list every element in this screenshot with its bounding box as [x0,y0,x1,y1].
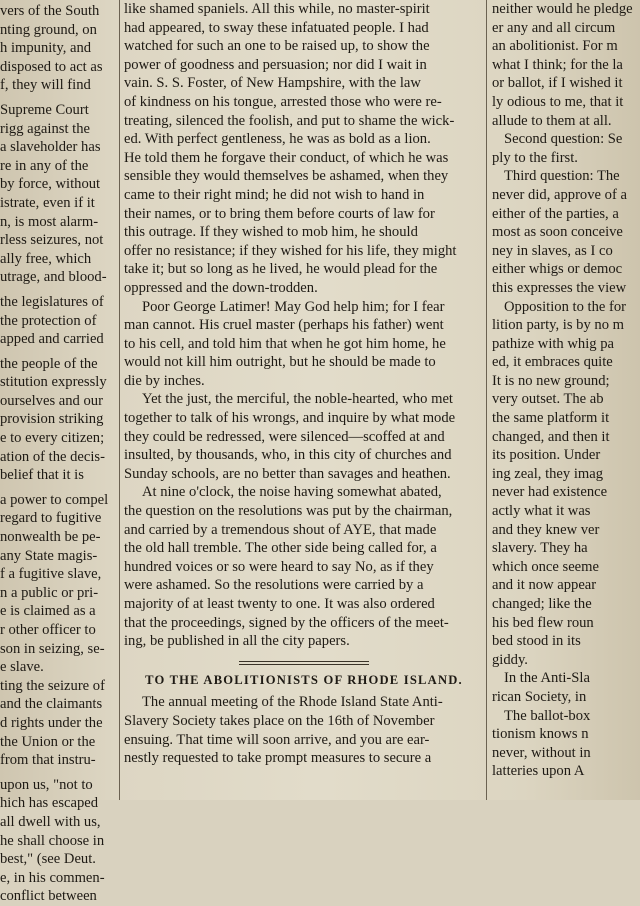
text-line: It is no new ground; [492,372,610,389]
text-line: stitution expressly [0,374,107,391]
middle-column [124,0,484,768]
text-line: changed; like the [492,596,592,612]
text-line: from that instru- [0,752,96,769]
text-line: r other officer to [0,622,96,638]
text-line: they could be redressed, were silenced—scoffed at and [124,428,445,445]
text-line: ally free, which [0,250,92,267]
text-line: their names, or to bring them before courts of law for [124,205,435,222]
text-line: the same platform it [492,410,610,427]
text-line: take it; but so long as he lived, he would plead for the [124,261,438,278]
text-line: ed, it embraces quite [492,354,613,371]
text-line: die by inches. [124,372,205,389]
text-line: the old hall tremble. The other side being called for, a [124,540,437,557]
text-line: neither would he pledge [492,1,633,17]
text-line: latteries upon A [492,763,585,780]
text-line: son in seizing, se- [0,640,105,657]
text-line: never did, approve of a [492,186,627,203]
text-line: that the proceedings, signed by the officers of the meet- [124,614,449,631]
text-line: were ashamed. So the resolutions were carried by a [124,577,424,594]
text-line: offer no resistance; if they wished for his life, they might [124,242,457,259]
text-line: together to talk of his wrongs, and inquire by what mode [124,410,456,427]
text-line: e, in his commen- [0,869,105,886]
text-line: oppressed and the down-trodden. [124,279,318,296]
text-line: any State magis- [0,547,98,564]
text-line: conflict between [0,888,97,905]
text-line: power of goodness and persuasion; nor did I wait in [124,56,427,73]
text-line: bed stood in its [492,633,581,650]
text-line: either of the parties, a [492,205,619,222]
text-line: e is claimed as a [0,603,96,620]
text-line: hich has escaped [0,795,99,812]
text-line: ation of the decis- [0,448,105,465]
text-line: pathize with whig pa [492,335,614,352]
text-line: man cannot. His cruel master (perhaps his father) went [124,317,444,334]
text-line: sensible they would themselves be ashamed, when they [124,168,449,185]
text-line: never had existence [492,484,608,501]
text-line: Slavery Society takes place on the 16th of November [124,712,435,729]
text-line: watched for such an one to be raised up, to show the [124,38,430,55]
text-line: He told them he forgave their conduct, of which he was [124,149,449,166]
text-line: disposed to act as [0,58,103,75]
text-line: had appeared, to sway these infatuated people. I had [124,19,429,36]
text-line: Opposition to the for [504,298,627,315]
text-line: rless seizures, not [0,232,104,249]
text-line: and it now appear [492,577,597,594]
text-line: In the Anti-Sla [504,670,590,687]
text-line: or ballot, if I wished it [492,75,623,92]
text-line: the protection of [0,312,97,329]
text-line: actly what it was [492,503,591,520]
left-column [0,2,116,906]
right-column [492,0,640,781]
text-line: nonwealth be pe- [0,529,101,546]
text-line: changed, and then it [492,428,610,445]
text-line: ourselves and our [0,392,103,409]
text-line: ting the seizure of [0,677,105,694]
text-line: very outset. The ab [492,391,604,408]
text-line: the people of the [0,355,98,372]
text-line: ensuing. That time will soon arrive, and you are ear- [124,731,430,748]
text-line: and the claimants [0,696,103,713]
text-line: most as soon conceive [492,224,623,241]
text-line: The annual meeting of the Rhode Island State Anti- [142,694,443,711]
text-line: ing, be published in all the city papers. [124,633,350,650]
text-line: ing zeal, they imag [492,465,604,482]
text-line: never, without in [492,744,591,761]
text-line: tionism knows n [492,726,589,743]
text-line: At nine o'clock, the noise having somewhat abated, [142,484,442,501]
text-line: Second question: Se [504,131,623,148]
text-line: by force, without [0,176,101,193]
text-line: which once seeme [492,558,599,575]
text-line: and carried by a tremendous shout of AYE, that made [124,521,437,538]
text-line: slavery. They ha [492,540,588,557]
text-line: an abolitionist. For m [492,38,618,55]
text-line: er any and all circum [492,19,616,36]
text-line: a power to compel [0,491,109,508]
text-line: majority of at least twenty to one. It was also ordered [124,596,435,612]
text-line: ply to the first. [492,149,578,166]
text-line: d rights under the [0,714,103,731]
text-line: nting ground, on [0,21,97,38]
text-line: lition party, is by no m [492,317,625,334]
text-line: istrate, even if it [0,194,95,211]
text-line: his bed flew roun [492,614,594,631]
text-line: a slaveholder has [0,139,101,156]
text-line: e slave. [0,659,44,676]
text-line: f, they will find [0,77,91,94]
text-line: The ballot-box [504,707,591,724]
text-line: f a fugitive slave, [0,566,102,583]
text-line: the Union or the [0,733,96,750]
text-line: apped and carried [0,331,104,348]
text-line: this expresses the view [492,279,627,296]
text-line: the question on the resolutions was put by the chairman, [124,503,453,520]
text-line: ly odious to me, that it [492,93,624,110]
text-line: hundred voices or so were heard to say No, as if they [124,558,434,575]
text-line: n, is most alarm- [0,213,99,230]
text-line: came to their right mind; he did not wish to hand in [124,186,425,203]
text-line: ed. With perfect gentleness, he was as bold as a lion. [124,131,431,148]
text-line: provision striking [0,411,104,428]
text-line: nestly requested to take prompt measures to secure a [124,750,432,767]
text-line: giddy. [492,651,528,668]
text-line: best," (see Deut. [0,851,96,868]
text-line: rican Society, in [492,688,587,705]
text-line: Sunday schools, are no better than savages and heathen. [124,465,451,482]
text-line: ney in slaves, as I co [492,242,613,259]
headline-rule [239,661,369,665]
text-line: to his cell, and told him that when he got him home, he [124,335,446,352]
text-line: insulted, by thousands, who, in this city of churches and [124,447,452,464]
column-rule [486,0,487,800]
text-line: he shall choose in [0,832,105,849]
text-line: re in any of the [0,157,89,174]
text-line: treating, silenced the foolish, and put to shame the wick- [124,112,455,129]
text-line: belief that it is [0,467,84,484]
section-headline: TO THE ABOLITIONISTS OF RHODE ISLAND. [145,672,463,687]
text-line: this outrage. If they wished to mob him, he should [124,224,418,241]
text-line: h impunity, and [0,40,92,57]
text-line: Poor George Latimer! May God help him; for I fear [142,298,445,315]
column-rule [119,0,120,800]
text-line: of kindness on his tongue, arrested those who were re- [124,93,442,110]
text-line: its position. Under [492,447,601,464]
text-line: n a public or pri- [0,584,99,601]
text-line: rigg against the [0,120,90,137]
text-line: e to every citizen; [0,430,105,447]
text-line: would not kill him outright, but he should be made to [124,354,436,371]
text-line: upon us, "not to [0,776,93,793]
text-line: all dwell with us, [0,813,101,830]
text-line: Third question: The [504,168,620,185]
text-line: what I think; for the la [492,56,623,73]
text-line: either whigs or democ [492,261,623,278]
text-line: allude to them at all. [492,112,612,129]
text-line: vers of the South [0,3,100,19]
text-line: Yet the just, the merciful, the noble-hearted, who met [142,391,453,408]
text-line: like shamed spaniels. All this while, no master-spirit [124,1,430,17]
text-line: the legislatures of [0,293,104,310]
text-line: regard to fugitive [0,510,102,527]
text-line: Supreme Court [0,101,89,118]
text-line: vain. S. S. Foster, of New Hampshire, with the law [124,75,421,92]
text-line: utrage, and blood- [0,269,107,286]
text-line: and they knew ver [492,521,600,538]
